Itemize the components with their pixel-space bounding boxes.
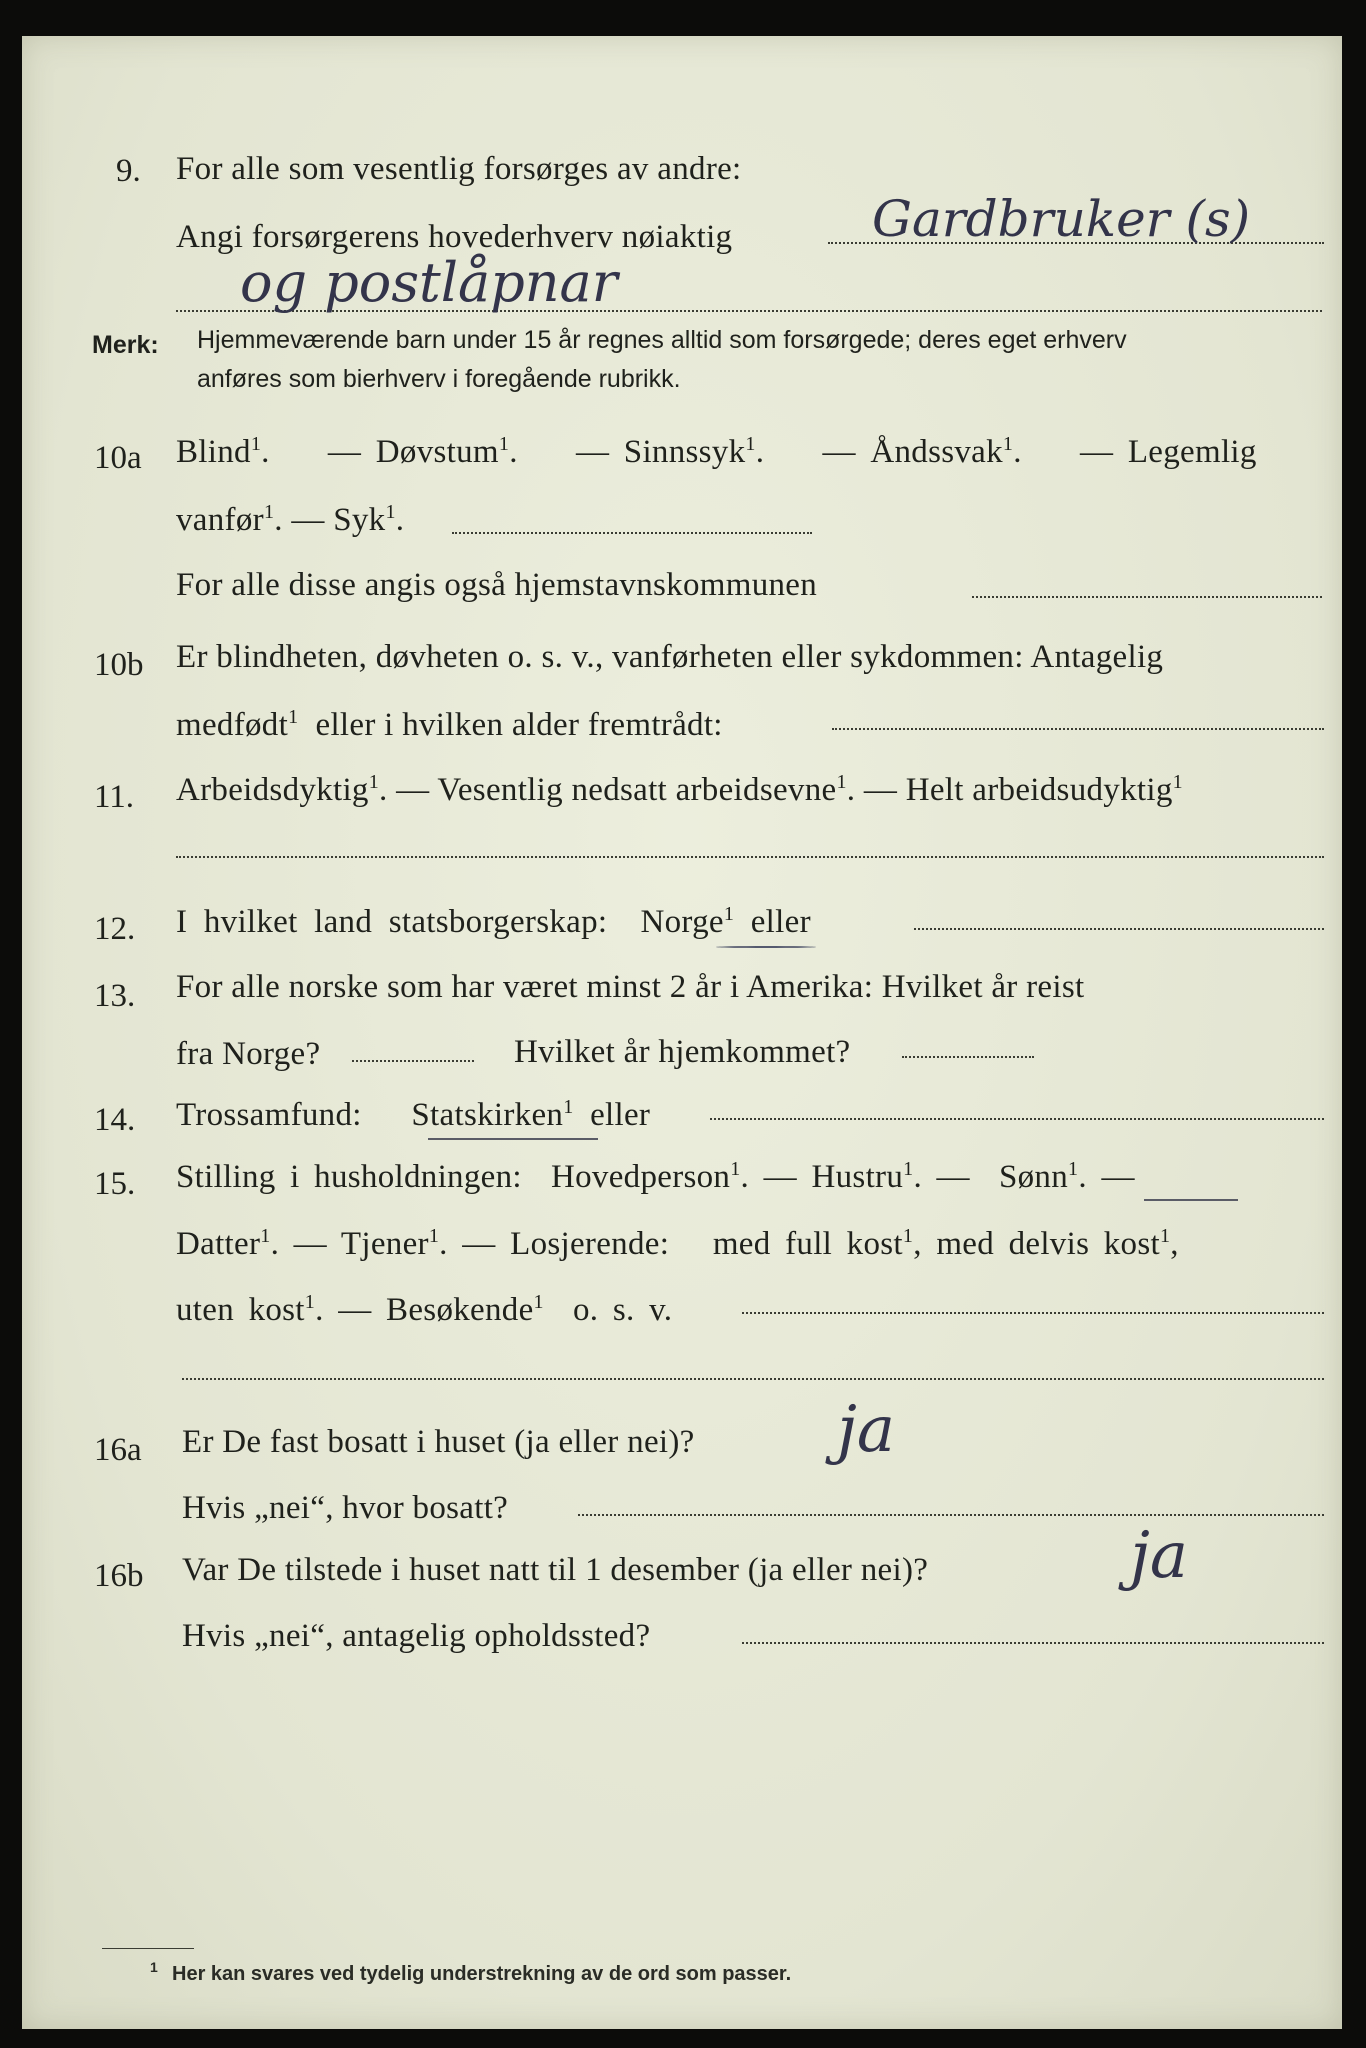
q10a-blind: Blind bbox=[176, 434, 251, 470]
q14-question: Trossamfund: bbox=[176, 1097, 362, 1133]
q12-norge-underline bbox=[716, 946, 816, 948]
q15-delvis-kost: , med delvis kost bbox=[913, 1226, 1160, 1262]
q10a-answer-line-1 bbox=[452, 532, 812, 534]
q12-eller: eller bbox=[750, 904, 811, 940]
q16a-line-2: Hvis „nei“, hvor bosatt? bbox=[182, 1490, 509, 1526]
q16b-line-1: Var De tilstede i huset natt til 1 desember (ja eller nei)? bbox=[182, 1552, 929, 1588]
q16a-handwritten-answer: ja bbox=[837, 1393, 895, 1467]
merk-label: Merk: bbox=[92, 331, 159, 359]
q15-answer-line-1 bbox=[742, 1312, 1324, 1314]
footnote-text: Her kan svares ved tydelig understrekning av de ord som passer. bbox=[172, 1963, 792, 1985]
q15-line-2: Datter$^1$. — Tjener$^1$. — Losjerende: med full kost$^1$, med delvis kost$^1$, bbox=[176, 1225, 1179, 1262]
q10b-medfodt: medfødt bbox=[176, 707, 289, 743]
q10a-andssvak: — Åndssvak bbox=[822, 434, 1003, 470]
q11-arbeidsdyktig: Arbeidsdyktig bbox=[176, 772, 369, 808]
q9-line-2: Angi forsørgerens hovederhverv nøiaktig bbox=[176, 219, 733, 255]
q15-uten-kost: uten kost bbox=[176, 1292, 305, 1328]
q15-full-kost: med full kost bbox=[712, 1226, 903, 1262]
q15-tjener: . — Tjener bbox=[270, 1226, 429, 1262]
q9-number: 9. bbox=[116, 153, 141, 189]
q14-statskirken-underline bbox=[428, 1138, 598, 1140]
q10a-legemlig: — Legemlig bbox=[1079, 434, 1257, 470]
q13-number: 13. bbox=[94, 978, 136, 1014]
q15-hustru: . — Hustru bbox=[740, 1159, 904, 1195]
q16b-handwritten-answer: ja bbox=[1130, 1519, 1188, 1593]
q10a-dovstum: — Døvstum bbox=[327, 434, 499, 470]
q13-answer-line-1 bbox=[352, 1060, 474, 1062]
q9-handwritten-occupation: Gardbruker (s) bbox=[872, 190, 1251, 248]
q15-line-3: uten kost$^1$. — Besøkende$^1$ o. s. v. bbox=[176, 1291, 673, 1328]
census-form-page bbox=[22, 36, 1342, 2029]
q15-losjerende: . — Losjerende: bbox=[439, 1226, 670, 1262]
q11-line: Arbeidsdyktig$^1$. — Vesentlig nedsatt arbeidsevne$^1$. — Helt arbeidsudyktig$^1$ bbox=[176, 771, 1183, 808]
q10b-alder: eller i hvilken alder fremtrådt: bbox=[315, 707, 723, 743]
q11-nedsatt: . — Vesentlig nedsatt arbeidsevne bbox=[379, 772, 837, 808]
q10b-line-1: Er blindheten, døvheten o. s. v., vanførheten eller sykdommen: Antagelig bbox=[176, 639, 1164, 675]
q10a-line-1: Blind$^1$. — Døvstum$^1$. — Sinnssyk$^1$. — Åndssvak$^1$. — Legemlig bbox=[176, 433, 1257, 470]
q10b-line-2: medfødt$^1$ eller i hvilken alder fremtrådt: bbox=[176, 706, 723, 743]
q11-number: 11. bbox=[94, 779, 135, 815]
q14-line: Trossamfund: Statskirken$^1$ eller bbox=[176, 1096, 651, 1133]
q15-number: 15. bbox=[94, 1166, 136, 1202]
q12-number: 12. bbox=[94, 911, 136, 947]
q16b-number: 16b bbox=[94, 1558, 144, 1594]
q11-udyktig: . — Helt arbeidsudyktig bbox=[846, 772, 1173, 808]
q15-line-1: Stilling i husholdningen: Hovedperson$^1$. — Hustru$^1$. — Sønn$^1$. — bbox=[176, 1158, 1135, 1195]
merk-line-1: Hjemmeværende barn under 15 år regnes alltid som forsørgede; deres eget erhverv bbox=[197, 326, 1127, 354]
q14-statskirken: Statskirken bbox=[411, 1097, 564, 1133]
q10a-number: 10a bbox=[94, 440, 142, 476]
q15-besokende: . — Besøkende bbox=[315, 1292, 534, 1328]
q14-answer-line bbox=[710, 1118, 1324, 1120]
q16b-answer-line bbox=[742, 1642, 1324, 1644]
q10b-number: 10b bbox=[94, 647, 144, 683]
q10a-sinnssyk: — Sinnssyk bbox=[575, 434, 746, 470]
q15-osv: o. s. v. bbox=[572, 1292, 673, 1328]
q13-line-2a: fra Norge? bbox=[176, 1036, 321, 1072]
q13-line-2b: Hvilket år hjemkommet? bbox=[514, 1034, 851, 1070]
q15-sonn-underline bbox=[1144, 1199, 1238, 1201]
q14-eller: eller bbox=[590, 1097, 651, 1133]
footnote-mark: 1 bbox=[150, 1959, 158, 1975]
q13-answer-line-2 bbox=[902, 1056, 1034, 1058]
q10a-syk: — Syk bbox=[291, 502, 386, 538]
q15-sonn: Sønn bbox=[998, 1159, 1069, 1195]
merk-line-2: anføres som bierhverv i foregående rubrikk. bbox=[197, 365, 681, 393]
q16a-line-1: Er De fast bosatt i huset (ja eller nei)? bbox=[182, 1424, 695, 1460]
q16b-line-2: Hvis „nei“, antagelig opholdssted? bbox=[182, 1618, 651, 1654]
q9-handwritten-occupation-2: og postlåpnar bbox=[240, 251, 618, 314]
q10a-answer-line-2 bbox=[972, 596, 1322, 598]
q15-stilling: Stilling i husholdningen: bbox=[176, 1159, 522, 1195]
q9-line-1: For alle som vesentlig forsørges av andre: bbox=[176, 151, 742, 187]
q14-number: 14. bbox=[94, 1102, 136, 1138]
q15-answer-line-2 bbox=[182, 1378, 1324, 1380]
q12-question: I hvilket land statsborgerskap: bbox=[176, 904, 608, 940]
q10a-vanfor: vanfør bbox=[176, 502, 264, 538]
q15-hovedperson: Hovedperson bbox=[550, 1159, 731, 1195]
q10a-line-3: For alle disse angis også hjemstavnskommunen bbox=[176, 567, 818, 603]
q11-answer-line bbox=[176, 856, 1324, 858]
q10b-answer-line bbox=[832, 728, 1324, 730]
q10a-line-2: vanfør$^1$. — Syk$^1$. bbox=[176, 501, 405, 538]
q12-line: I hvilket land statsborgerskap: Norge$^1$ eller bbox=[176, 903, 811, 940]
q16a-answer-line bbox=[578, 1514, 1324, 1516]
q12-answer-line bbox=[914, 928, 1324, 930]
q13-line-1: For alle norske som har været minst 2 år i Amerika: Hvilket år reist bbox=[176, 969, 1085, 1005]
q12-norge: Norge bbox=[640, 904, 724, 940]
q15-datter: Datter bbox=[176, 1226, 261, 1262]
q16a-number: 16a bbox=[94, 1432, 142, 1468]
footnote-rule bbox=[102, 1948, 194, 1949]
